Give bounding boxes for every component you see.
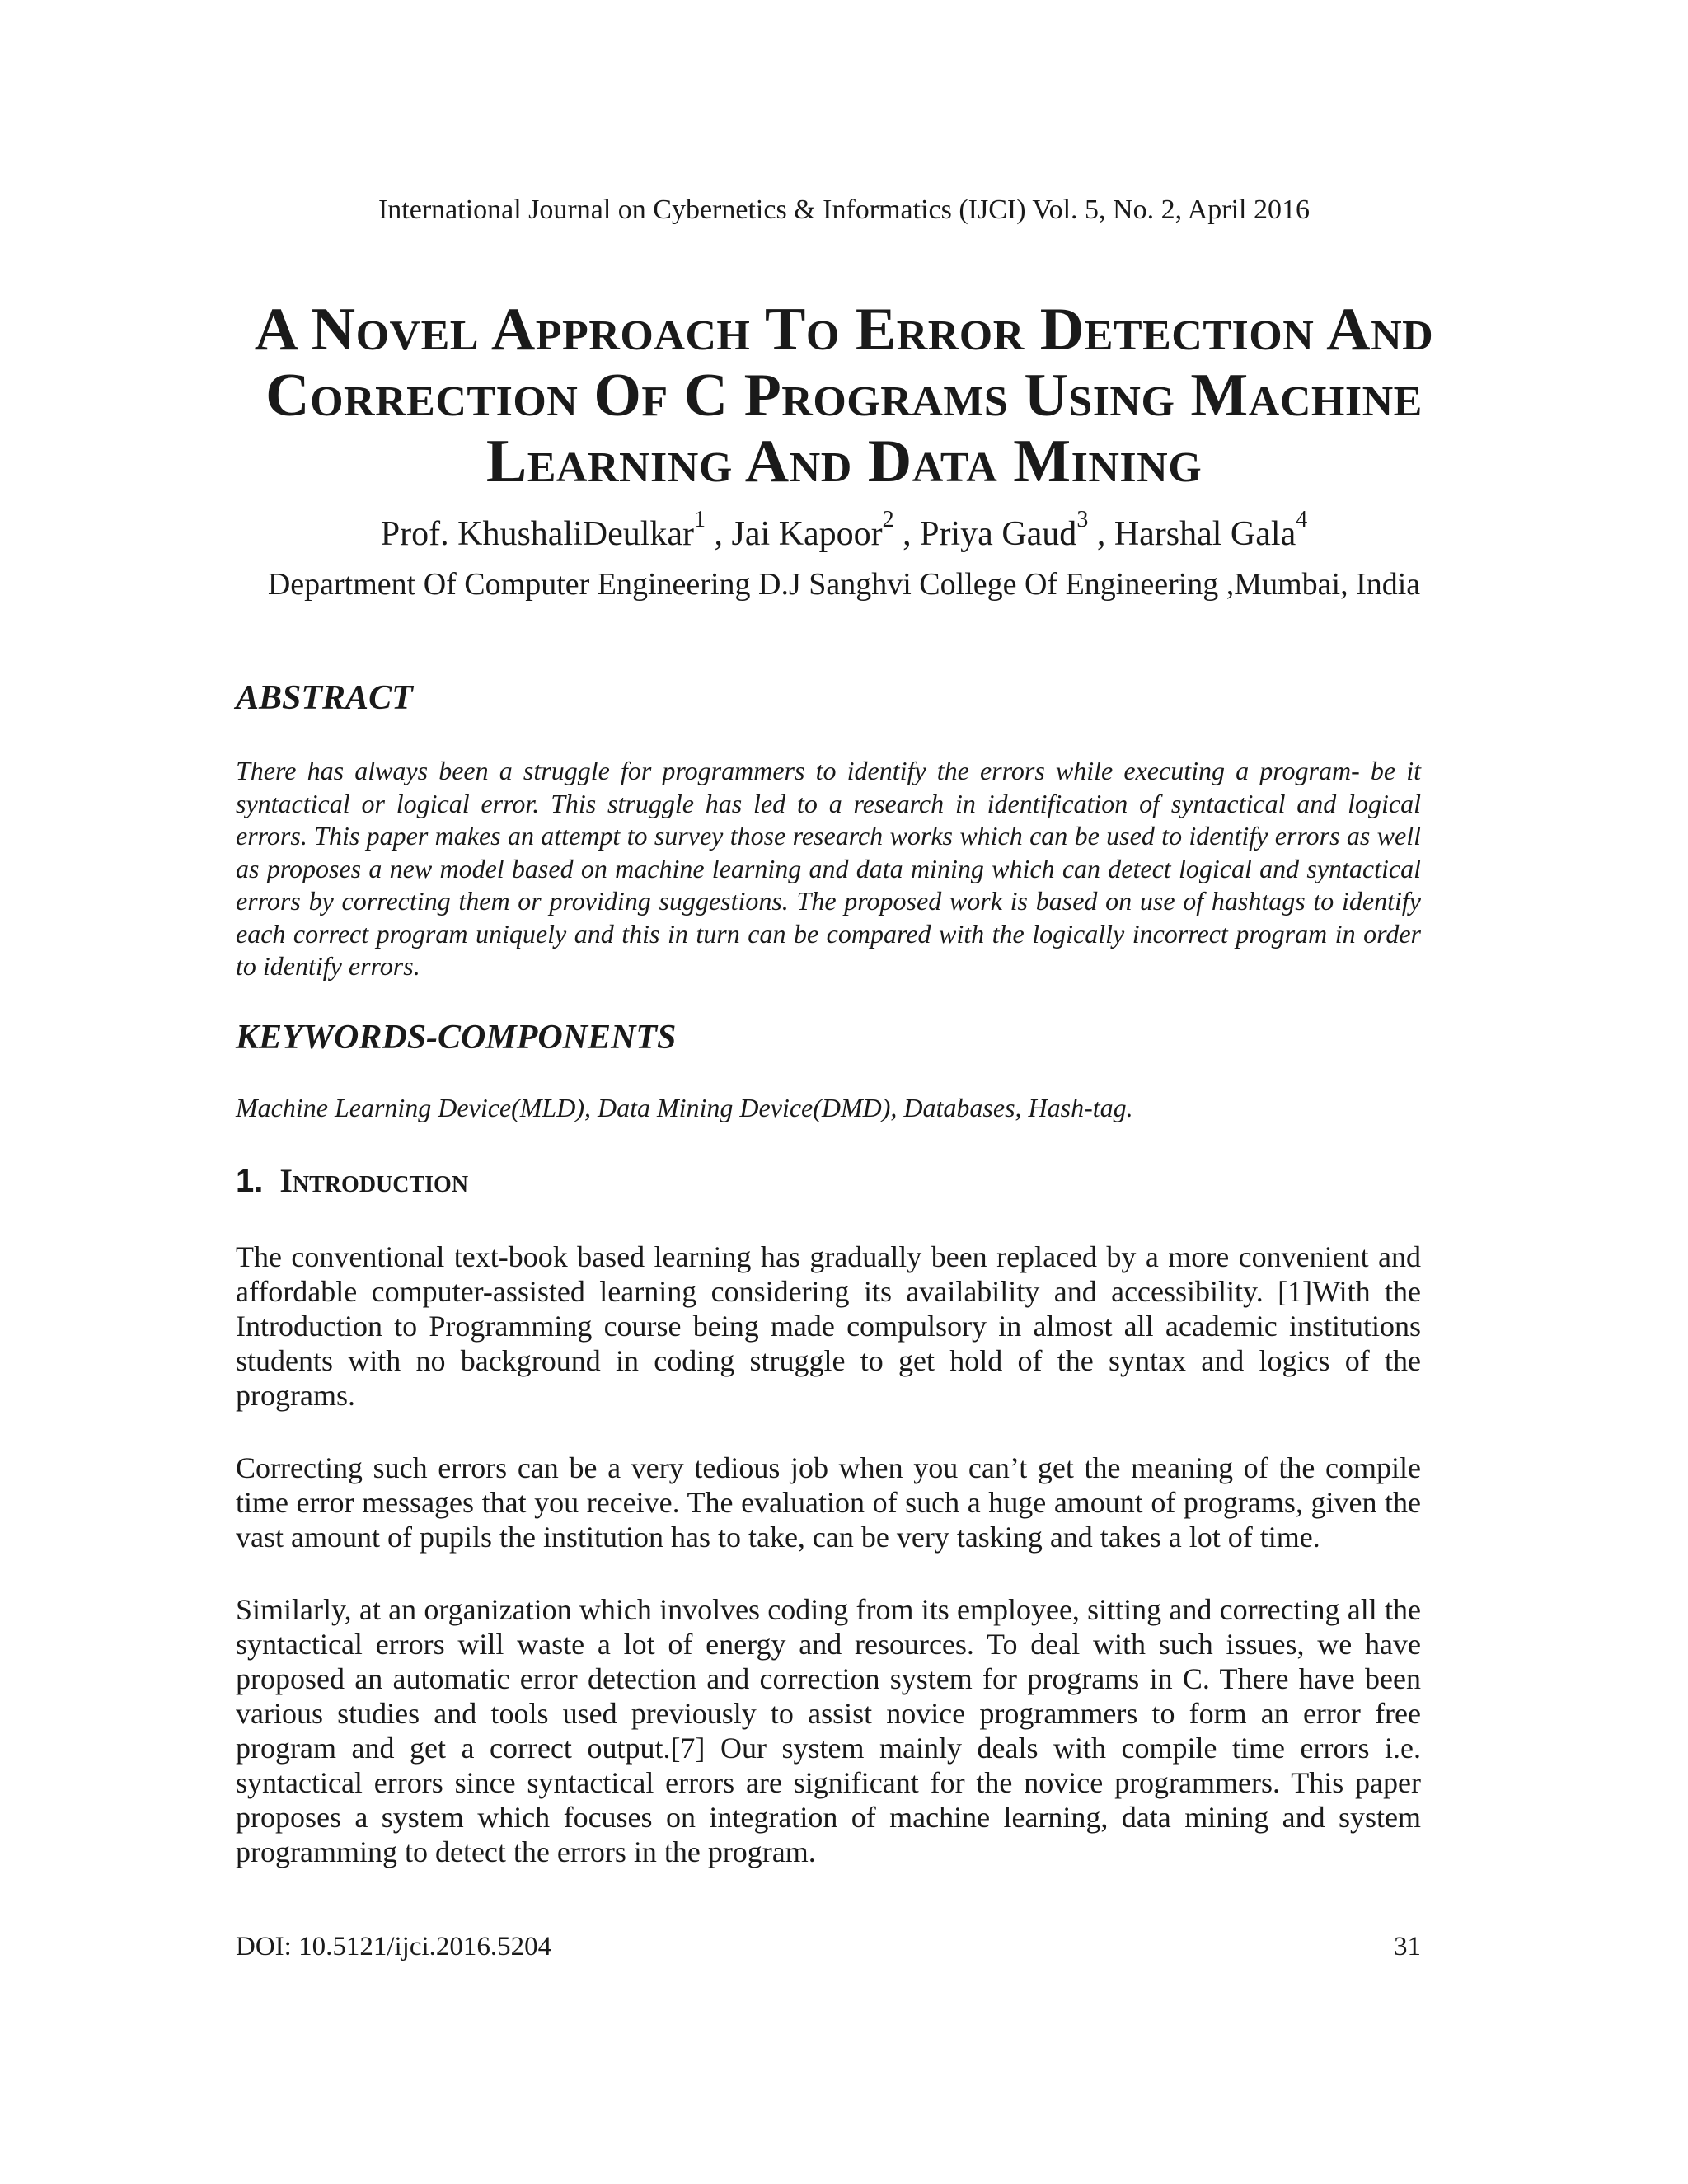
section-number: 1. [236, 1163, 264, 1199]
introduction-paragraph: Correcting such errors can be a very tedious job when you can’t get the meaning of the compile time error messages that you receive. The evaluation of such a huge amount of programs, given the vast amount of pupils the institution has to take, can be very tasking and takes a lot of time. [236, 1451, 1421, 1554]
paper-title [165, 297, 1523, 494]
keywords-text: Machine Learning Device(MLD), Data Mining Device(DMD), Databases, Hash-tag. [236, 1093, 1133, 1122]
title-line-1: A Novel Approach To Error Detection And [254, 296, 1434, 363]
author-name: , Jai Kapoor [706, 515, 883, 553]
author-affiliation-mark: 4 [1296, 507, 1308, 532]
page-number: 31 [1394, 1932, 1421, 1961]
running-header: International Journal on Cybernetics & Informatics (IJCI) Vol. 5, No. 2, April 2016 [377, 194, 1310, 225]
introduction-paragraph: The conventional text-book based learning has gradually been replaced by a more convenient and affordable computer-assisted learning considering its availability and accessibility. [1]With the Introduction to Programming course being made compulsory in almost all academic institutions students with no background in coding struggle to get hold of the syntax and logics of the programs. [236, 1240, 1421, 1412]
author-affiliation-mark: 1 [694, 507, 706, 532]
keywords-heading: KEYWORDS-COMPONENTS [236, 1019, 677, 1057]
title-line-3: Learning And Data Mining [485, 428, 1203, 495]
author-name: , Harshal Gala [1088, 515, 1296, 553]
author-affiliation-mark: 2 [882, 507, 894, 532]
introduction-paragraph: Similarly, at an organization which involves coding from its employee, sitting and correcting all the syntactical errors will waste a lot of energy and resources. To deal with such issues, we have proposed an automatic error detection and correction system for programs in C. There have been various studies and tools used previously to assist novice programmers to form an error free program and get a correct output.[7] Our system mainly deals with compile time errors i.e. syntactical errors since syntactical errors are significant for the novice programmers. This paper proposes a system which focuses on integration of machine learning, data mining and system programming to detect the errors in the program. [236, 1593, 1421, 1868]
author-list [0, 509, 1688, 559]
abstract-heading: ABSTRACT [236, 679, 413, 717]
introduction-heading [236, 1160, 468, 1202]
footer-doi: DOI: 10.5121/ijci.2016.5204 [236, 1932, 552, 1961]
author-affiliation: Department Of Computer Engineering D.J Sanghvi College Of Engineering ,Mumbai, India [267, 567, 1421, 602]
title-line-2: Correction Of C Programs Using Machine [265, 362, 1423, 429]
author-name: Prof. KhushaliDeulkar [380, 515, 695, 553]
section-title: Introduction [279, 1162, 469, 1199]
author-affiliation-mark: 3 [1076, 507, 1089, 532]
abstract-text: There has always been a struggle for programmers to identify the errors while executing a program- be it syntactical or logical error. This struggle has led to a research in identification of syntactical and logical errors. This paper makes an attempt to survey those research works which can be used to identify errors as well as proposes a new model based on machine learning and data mining which can detect logical and syntactical errors by correcting them or providing suggestions. The proposed work is based on use of hashtags to identify each correct program uniquely and this in turn can be compared with the logically incorrect program in order to identify errors. [236, 756, 1421, 981]
author-name: , Priya Gaud [893, 515, 1077, 553]
